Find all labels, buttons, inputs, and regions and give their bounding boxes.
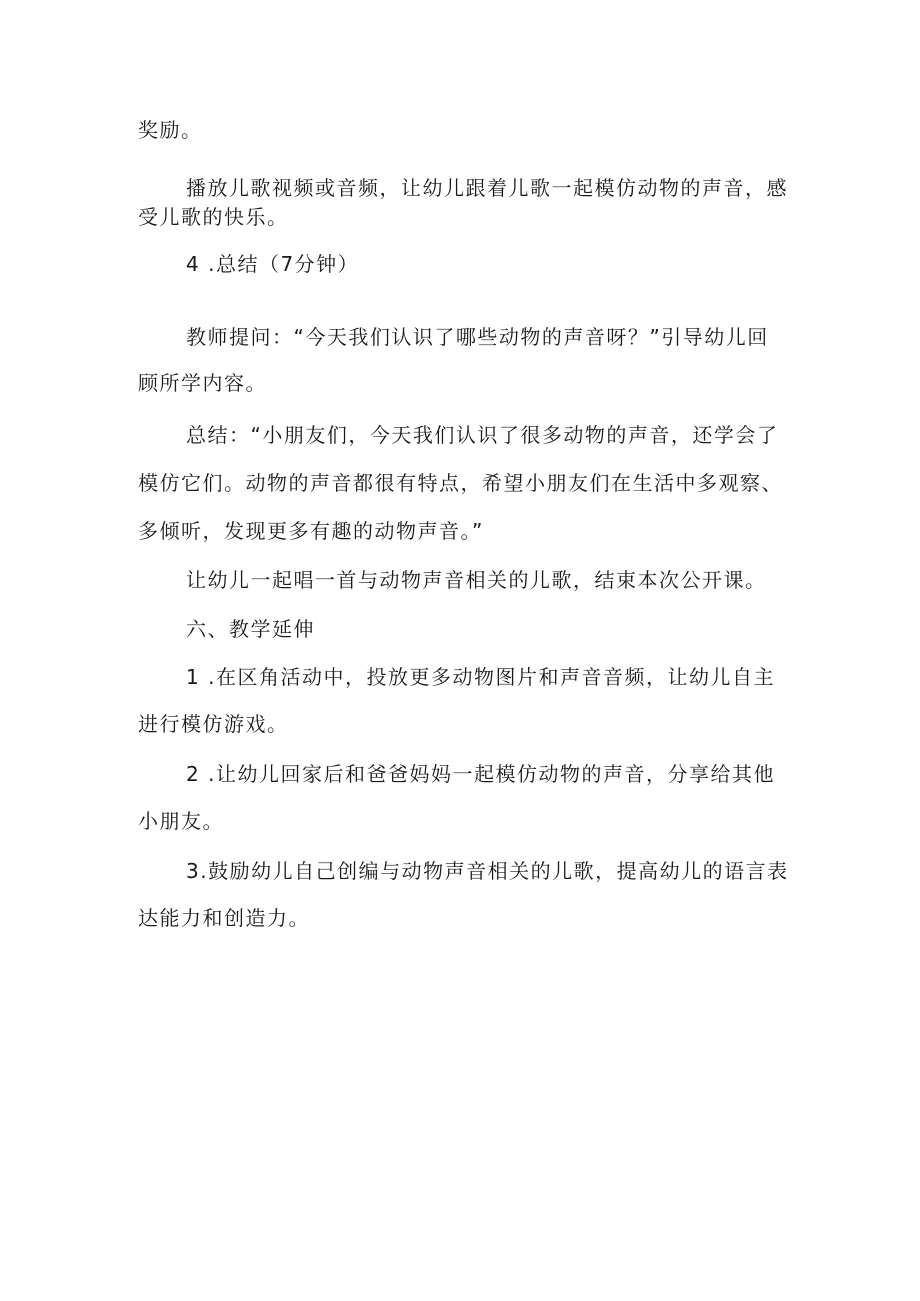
list-item-2: 2 .让幼儿回家后和爸爸妈妈一起模仿动物的声音，分享给其他 [186,762,775,786]
section-heading-extension: 六、教学延伸 [186,617,315,641]
text-line-play-song-cont: 受儿歌的快乐。 [138,205,289,229]
section-heading-summary: 4 .总结（7分钟） [186,252,360,276]
text-line-play-song: 播放儿歌视频或音频，让幼儿跟着儿歌一起模仿动物的声音，感 [186,176,788,200]
text-line-summary-quote: 总结：“小朋友们，今天我们认识了很多动物的声音，还学会了 [186,423,779,447]
text-line-sing-song: 让幼儿一起唱一首与动物声音相关的儿歌，结束本次公开课。 [186,568,767,592]
text-line-summary-quote-cont1: 模仿它们。动物的声音都很有特点，希望小朋友们在生活中多观察、 [138,471,783,495]
text-line-teacher-question: 教师提问：“今天我们认识了哪些动物的声音呀？”引导幼儿回 [186,325,769,349]
list-item-1: 1 .在区角活动中，投放更多动物图片和声音音频，让幼儿自主 [186,665,775,689]
text-line-teacher-question-cont: 顾所学内容。 [138,371,267,395]
list-item-3: 3.鼓励幼儿自己创编与动物声音相关的儿歌，提高幼儿的语言表 [186,859,789,883]
text-line-reward-end: 奖励。 [138,118,203,142]
text-line-summary-quote-cont2: 多倾听，发现更多有趣的动物声音。” [138,519,484,543]
list-item-2-cont: 小朋友。 [138,809,224,833]
list-item-3-cont: 达能力和创造力。 [138,906,310,930]
list-item-1-cont: 进行模仿游戏。 [138,712,289,736]
